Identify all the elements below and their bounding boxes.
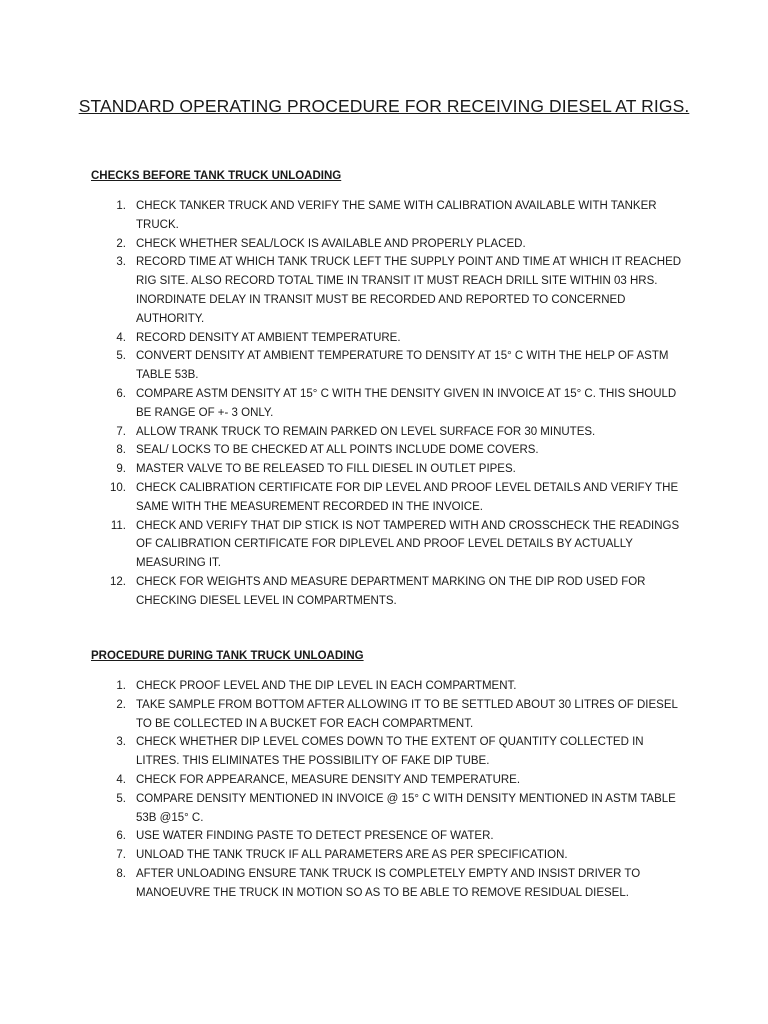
item-number: 4. [116, 331, 126, 344]
list-item [0, 733, 768, 771]
item-number: 7. [116, 425, 126, 438]
document-title: STANDARD OPERATING PROCEDURE FOR RECEIVING DIESEL AT RIGS. [78, 96, 690, 116]
item-number: 8. [116, 444, 126, 457]
item-number: 2. [116, 698, 126, 711]
item-text: RECORD DENSITY AT AMBIENT TEMPERATURE. [136, 331, 401, 344]
item-text: COMPARE ASTM DENSITY AT 15° C WITH THE DENSITY GIVEN IN INVOICE AT 15° C. THIS SHOULD BE RANGE OF +- 3 ONLY. [136, 387, 677, 419]
section-heading-checks-before-unloading: CHECKS BEFORE TANK TRUCK UNLOADING [91, 170, 342, 182]
item-text: CHECK AND VERIFY THAT DIP STICK IS NOT TAMPERED WITH AND CROSSCHECK THE READINGS OF CALIBRATION CERTIFICATE FOR DIPLEVEL AND PROOF LEVEL DETAILS BY ACTUALLY MEASURING IT. [136, 519, 680, 570]
list-item [0, 329, 768, 348]
item-number: 7. [116, 849, 126, 862]
list-item [0, 347, 768, 385]
section-heading-procedure-during-unloading: PROCEDURE DURING TANK TRUCK UNLOADING [91, 650, 364, 662]
item-number: 1. [116, 200, 126, 212]
item-text: ALLOW TRANK TRUCK TO REMAIN PARKED ON LEVEL SURFACE FOR 30 MINUTES. [136, 425, 596, 438]
item-number: 9. [116, 463, 126, 476]
list-item [0, 846, 768, 865]
item-number: 5. [116, 350, 126, 363]
item-text: CHECK FOR WEIGHTS AND MEASURE DEPARTMENT MARKING ON THE DIP ROD USED FOR CHECKING DIESEL LEVEL IN COMPARTMENTS. [136, 575, 646, 607]
item-number: 6. [116, 830, 126, 843]
list-item [0, 460, 768, 479]
item-number: 8. [116, 867, 126, 880]
item-number: 4. [116, 773, 126, 786]
item-text: RECORD TIME AT WHICH TANK TRUCK LEFT THE SUPPLY POINT AND TIME AT WHICH IT REACHED RIG SITE. ALSO RECORD TOTAL TIME IN TRANSIT IT MUST REACH DRILL SITE WITHIN 03 HRS. INORDINATE DELAY IN TRANSIT MUST BE RECORDED AND REPORTED TO CONCERNED AUTHORITY. [136, 256, 682, 325]
list-item [0, 423, 768, 442]
item-text: CHECK CALIBRATION CERTIFICATE FOR DIP LEVEL AND PROOF LEVEL DETAILS AND VERIFY THE SAME WITH THE MEASUREMENT RECORDED IN THE INVOICE. [136, 481, 679, 513]
item-text: SEAL/ LOCKS TO BE CHECKED AT ALL POINTS INCLUDE DOME COVERS. [136, 444, 539, 457]
item-number: 2. [116, 237, 126, 250]
list-item [0, 573, 768, 611]
list-item [0, 197, 768, 235]
item-text: CHECK PROOF LEVEL AND THE DIP LEVEL IN EACH COMPARTMENT. [136, 680, 517, 692]
item-text: CHECK TANKER TRUCK AND VERIFY THE SAME WITH CALIBRATION AVAILABLE WITH TANKER TRUCK. [136, 200, 657, 231]
item-number: 10. [110, 481, 126, 494]
procedure-during-unloading-list [0, 677, 768, 903]
item-number: 3. [116, 736, 126, 749]
item-text: CHECK FOR APPEARANCE, MEASURE DENSITY AND TEMPERATURE. [136, 773, 521, 786]
list-item [0, 790, 768, 828]
list-item [0, 771, 768, 790]
list-item [0, 517, 768, 573]
item-number: 3. [116, 256, 126, 269]
item-number: 11. [110, 519, 126, 532]
list-item [0, 385, 768, 423]
checks-before-unloading-list [0, 197, 768, 611]
list-item [0, 865, 768, 903]
list-item [0, 479, 768, 517]
item-text: CHECK WHETHER SEAL/LOCK IS AVAILABLE AND PROPERLY PLACED. [136, 237, 526, 250]
item-text: COMPARE DENSITY MENTIONED IN INVOICE @ 15° C WITH DENSITY MENTIONED IN ASTM TABLE 53B @15° C. [136, 792, 676, 824]
item-text: MASTER VALVE TO BE RELEASED TO FILL DIESEL IN OUTLET PIPES. [136, 463, 516, 476]
item-text: UNLOAD THE TANK TRUCK IF ALL PARAMETERS ARE AS PER SPECIFICATION. [136, 849, 568, 862]
item-number: 1. [116, 680, 126, 692]
item-text: AFTER UNLOADING ENSURE TANK TRUCK IS COMPLETELY EMPTY AND INSIST DRIVER TO MANOEUVRE THE TRUCK IN MOTION SO AS TO BE ABLE TO REMOVE RESIDUAL DIESEL. [136, 867, 641, 899]
list-item [0, 235, 768, 254]
item-text: USE WATER FINDING PASTE TO DETECT PRESENCE OF WATER. [136, 830, 494, 843]
item-text: CHECK WHETHER DIP LEVEL COMES DOWN TO THE EXTENT OF QUANTITY COLLECTED IN LITRES. THIS ELIMINATES THE POSSIBILITY OF FAKE DIP TUBE. [136, 736, 644, 768]
item-number: 6. [116, 387, 126, 400]
list-item [0, 441, 768, 460]
list-item [0, 253, 768, 328]
list-item [0, 677, 768, 696]
item-number: 12. [110, 575, 126, 588]
item-number: 5. [116, 792, 126, 805]
list-item [0, 827, 768, 846]
item-text: CONVERT DENSITY AT AMBIENT TEMPERATURE TO DENSITY AT 15° C WITH THE HELP OF ASTM TABLE 53B. [136, 350, 669, 382]
list-item [0, 696, 768, 734]
item-text: TAKE SAMPLE FROM BOTTOM AFTER ALLOWING IT TO BE SETTLED ABOUT 30 LITRES OF DIESEL TO BE COLLECTED IN A BUCKET FOR EACH COMPARTMENT. [136, 698, 678, 730]
